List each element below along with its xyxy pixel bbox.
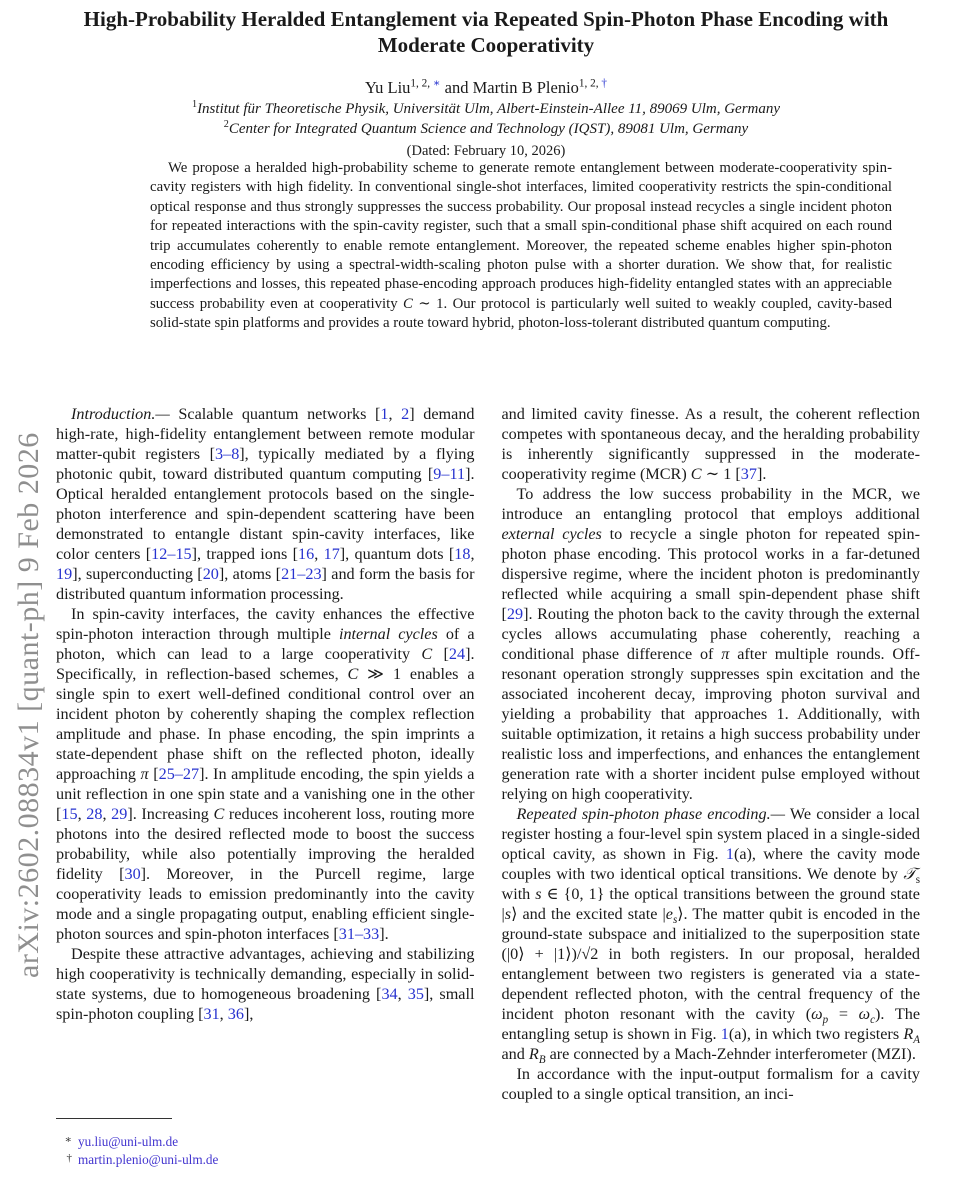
citation-link[interactable]: 16 [298,545,315,563]
citation-link[interactable]: 18 [454,545,471,563]
citation-link[interactable]: 28 [86,805,103,823]
citation-link[interactable]: 31 [203,1005,220,1023]
footnote-rule [56,1118,172,1119]
citation-link[interactable]: 21–23 [281,565,322,583]
paper-title: High-Probability Heralded Entanglement via Repeated Spin-Photon Phase Encoding with Moderate Cooperativity [83,7,889,57]
paragraph: In spin-cavity interfaces, the cavity enhances the effective spin-photon interaction through multiple internal cycles of a photon, which can lead to a large cooperativity C [24]. Specifically, in reflection-based schemes, C ≫ 1 enables a single spin to exert well-defined conditional control over an incident photon by coherently shaping the complex reflection amplitude and phase. In phase encoding, the spin imprints a state-dependent phase shift on the reflected photon, ideally approaching π [25–27]. In amplitude encoding, the spin yields a unit reflection in one spin state and a vanishing one in the other [15, 28, 29]. Increasing C reduces incoherent loss, routing more photons into the desired reflected mode to boost the success probability, while also potentially improving the heralded fidelity [30]. Moreover, in the Purcell regime, large cooperativity leads to emission predominantly into the cavity mode and a single propagating output, enabling efficient single-photon sources and spin-photon interfaces [31–33]. [56,605,475,943]
left-column [56,404,475,1104]
arxiv-watermark: arXiv:2602.08834v1 [quant-ph] 9 Feb 2026 [12,432,45,978]
author-line: Yu Liu$^{1, 2, ∗}$ and Martin B Plenio$^{1, 2, \dagger}$ [365,77,607,97]
citation-link[interactable]: 3–8 [215,445,240,463]
citation-link[interactable]: 9–11 [433,465,466,483]
citation-link[interactable]: † [601,77,607,90]
affiliation-1: $^1$Institut für Theoretische Physik, Universität Ulm, Albert-Einstein-Allee 11, 89069 Ulm, Germany [191,99,781,117]
citation-link[interactable]: 25–27 [158,765,200,783]
abstract: We propose a heralded high-probability scheme to generate remote entanglement between moderate-cooperativity spin-cavity registers with high fidelity. In conventional single-shot interfaces, limited cooperativity restricts the spin-conditional optical response and thus strongly suppresses the success probability. Our proposal instead recycles a single incident photon for repeated interactions with the spin-cavity register, such that a small spin-conditional phase shift acquired on each round trip accumulates coherently to enable remote entanglement. Moreover, the repeated scheme enables higher spin-photon encoding efficiency by using a spectral-width-scaling photon pulse with a shorter duration. We show that, for realistic imperfections and losses, this repeated phase-encoding approach produces high-fidelity entangled states with an appreciable success probability even at cooperativity C ∼ 1. Our protocol is particularly well suited to weakly coupled, cavity-based solid-state spin platforms and provides a route toward hybrid, photon-loss-tolerant distributed quantum computing. [150,160,892,332]
citation-link[interactable]: 29 [506,605,524,623]
paragraph: and limited cavity finesse. As a result, the coherent reflection competes with spontaneous decay, and the heralding probability is inherently significantly suppressed in the moderate-cooperativity regime (MCR) C ∼ 1 [37]. [501,405,920,483]
citation-link[interactable]: ∗ [432,77,441,90]
paragraph: Introduction.— Scalable quantum networks [1, 2] demand high-rate, high-fidelity entanglement between remote modular matter-qubit registers [3–8], typically mediated by a flying photonic qubit, toward distributed quantum computing [9–11]. Optical heralded entanglement protocols based on the single-photon interference and spin-dependent scattering have been demonstrated to entangle distant spin-cavity interfaces, like color centers [12–15], trapped ions [16, 17], quantum dots [18, 19], superconducting [20], atoms [21–23] and form the basis for distributed quantum information processing. [56,405,475,603]
citation-link[interactable]: 36 [227,1005,244,1023]
paragraph: Despite these attractive advantages, achieving and stabilizing high cooperativity is technically demanding, especially in solid-state systems, due to homogeneous broadening [34, 35], small spin-photon coupling [31, 36], [56,945,475,1023]
citation-link[interactable]: 17 [323,545,340,563]
citation-link[interactable]: 1 [720,1025,729,1043]
body-columns [56,404,920,1104]
footnote-marker: ∗ [64,1134,72,1146]
citation-link[interactable]: 24 [448,645,466,663]
citation-link[interactable]: 20 [202,565,219,583]
email-link[interactable]: martin.plenio@uni-ulm.de [78,1152,219,1167]
citation-link[interactable]: 30 [124,865,141,883]
citation-link[interactable]: 12–15 [151,545,192,563]
citation-link[interactable]: 1 [725,845,734,863]
paragraph: In accordance with the input-output formalism for a cavity coupled to a single optical transition, an inci- [501,1065,920,1103]
footnotes [56,1118,474,1169]
citation-link[interactable]: 34 [381,985,398,1003]
paragraph: To address the low success probability in the MCR, we introduce an entangling protocol that employs additional external cycles to recycle a single photon for repeated spin-photon phase encoding. This protocol works in a far-detuned dispersive regime, where the incident photon is predominantly reflected while acquiring a small spin-dependent phase shift [29]. Routing the photon back to the cavity through the external cycles allows accumulating phase coherently, reaching a conditional phase difference of π after multiple rounds. Off-resonant operation strongly suppresses spin excitation and the associated incoherent decay, improving photon survival and yielding a probability that approaches 1. Additionally, with suitable optimization, it retains a high success probability under realistic loss and imperfections, and enhances the entanglement generation rate with a shorter incident pulse employed without relying on high cooperativity. [501,485,920,803]
paragraph: Repeated spin-photon phase encoding.— We consider a local register hosting a four-level spin system placed in a single-sided optical cavity, as shown in Fig. 1(a), where the cavity mode couples with two identical optical transitions. We denote by 𝒯$_s$ with s ∈ {0, 1} the optical transitions between the ground state |s⟩ and the excited state $|e_s⟩$. The matter qubit is encoded in the ground-state subspace and initialized to the superposition state (|0⟩ + |1⟩)/√2 in both registers. In our proposal, heralded entanglement between two registers is generated via a state-dependent reflected photon, with the central frequency of the incident photon resonant with the cavity $(\omega_p = \omega_c)$. The entangling setup is shown in Fig. 1(a), in which two registers $R_A$ and $R_B$ are connected by a Mach-Zehnder interferometer (MZI). [501,805,921,1067]
footnote-item [56,1151,474,1169]
citation-link[interactable]: 37 [740,465,757,483]
citation-link[interactable]: 35 [407,985,424,1003]
citation-link[interactable]: 19 [56,565,73,583]
citation-link[interactable]: 31–33 [338,925,380,943]
paper-header [0,6,972,160]
affiliation-2: $^2$Center for Integrated Quantum Science and Technology (IQST), 89081 Ulm, Germany [223,119,749,137]
citation-link[interactable]: 1 [380,405,389,423]
citation-link[interactable]: 29 [111,805,128,823]
right-column [502,404,921,1104]
email-link[interactable]: yu.liu@uni-ulm.de [78,1134,179,1149]
citation-link[interactable]: 2 [401,405,410,423]
footnote-item [56,1133,474,1151]
citation-link[interactable]: 15 [61,805,78,823]
footnote-list [56,1133,474,1169]
date-line: (Dated: February 10, 2026) [406,143,566,159]
footnote-marker: † [66,1152,72,1164]
